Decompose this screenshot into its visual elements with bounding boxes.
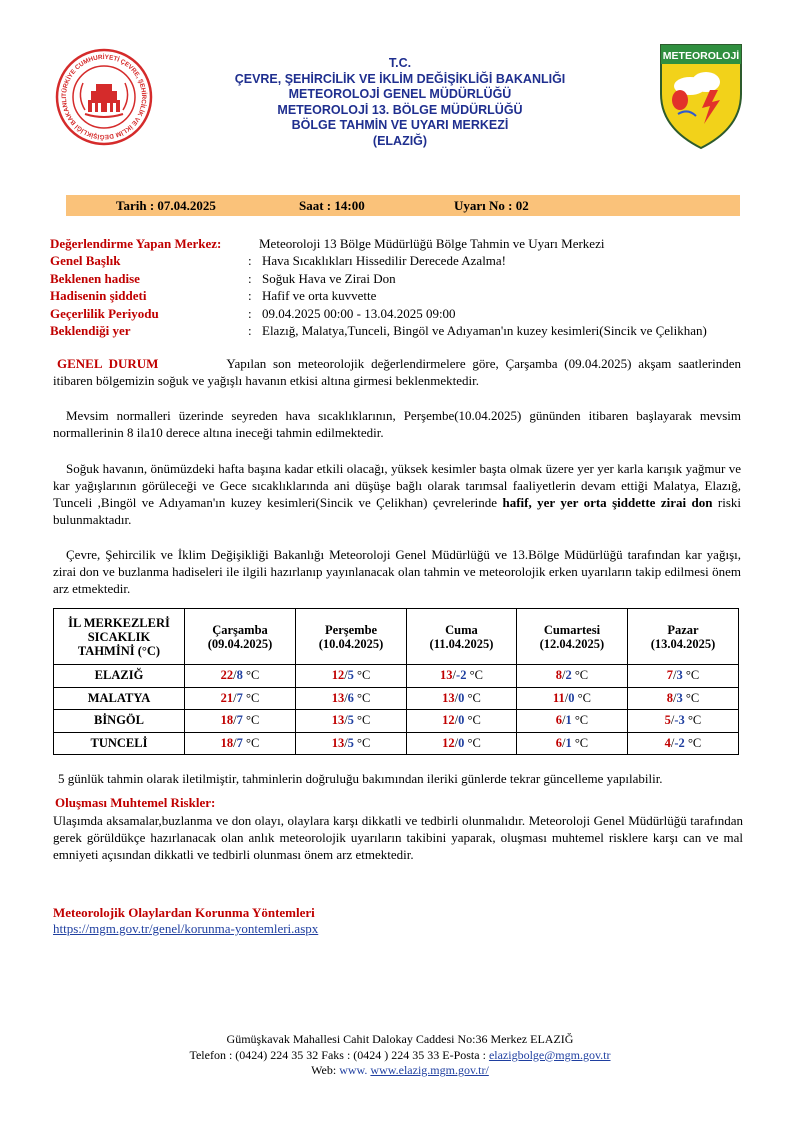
day-header: Perşembe (10.04.2025) [296, 609, 407, 665]
meta-label: Değerlendirme Yapan Merkez: [50, 236, 222, 251]
temp-unit: °C [242, 668, 260, 683]
day-header: Pazar (13.04.2025) [627, 609, 738, 665]
max-temp: 8 [555, 668, 562, 683]
temperature-cell: 22/8 °C [185, 665, 296, 688]
meta-value: Meteoroloji 13 Bölge Müdürlüğü Bölge Tahmin ve Uyarı Merkezi [259, 236, 605, 251]
corner-line: İL MERKEZLERİ [68, 615, 170, 630]
email-link[interactable]: elazigbolge@mgm.gov.tr [488, 1047, 611, 1062]
min-temp: 7 [236, 735, 243, 750]
temp-unit: °C [464, 690, 481, 705]
temp-unit: °C [242, 690, 260, 705]
header-line: (ELAZIĞ) [372, 133, 428, 148]
max-temp: 13 [331, 735, 345, 750]
day-header: Cumartesi (12.04.2025) [516, 609, 627, 665]
meta-value: 09.04.2025 00:00 - 13.04.2025 09:00 [262, 305, 456, 321]
header-line: BÖLGE TAHMİN VE UYARI MERKEZİ [291, 118, 509, 133]
paragraph-text: Ulaşımda aksamalar,buzlanma ve don olayı, olaylara karşı dikkatli ve tedbirli olunmalıdır. Meteoroloji Genel Müdürlüğü tarafından gerek görüldükçe hazırlanacak olan anlık meteorolojik uyarıların takibini yaparak, oluşması muhtemel risklere karşı can ve mal emniyeti açısından dikkatli ve tedbirli olunması önem arz etmektedir. [53, 813, 743, 862]
temperature-cell: 6/1 °C [516, 710, 627, 733]
meta-colon: : [248, 270, 252, 286]
meta-label: Beklenen hadise [50, 270, 140, 286]
table-corner [54, 609, 185, 665]
corner-line: TAHMİNİ (°C) [77, 643, 161, 658]
min-temp: 3 [676, 690, 683, 705]
temp-unit: °C [242, 735, 260, 750]
min-temp: 0 [458, 735, 465, 750]
risks-paragraph [53, 812, 743, 863]
temperature-cell: 18/7 °C [185, 732, 296, 755]
meta-label: Hadisenin şiddeti [50, 288, 147, 304]
meta-value: Hava Sıcaklıkları Hissedilir Derecede Azalma! [262, 253, 507, 269]
min-temp: 6 [347, 690, 354, 705]
temp-unit: °C [684, 735, 702, 750]
general-situation [53, 355, 741, 389]
corner-line: SICAKLIK [87, 629, 151, 644]
max-temp: 7 [666, 668, 673, 683]
min-temp: 8 [236, 668, 243, 683]
temp-unit: °C [574, 690, 591, 705]
table-header-row [54, 609, 739, 665]
temperature-cell: 12/0 °C [407, 732, 517, 755]
temp-unit: °C [571, 713, 589, 728]
info-bar [66, 195, 740, 216]
meta-colon: : [248, 288, 252, 304]
city-cell: BİNGÖL [54, 710, 185, 733]
paragraph [53, 407, 741, 441]
date-label: Tarih : 07.04.2025 [116, 198, 216, 213]
temperature-cell: 13/5 °C [296, 732, 407, 755]
day-header: Cuma (11.04.2025) [407, 609, 517, 665]
protection-heading: Meteorolojik Olaylardan Korunma Yöntemleri [53, 905, 315, 920]
footer-address: Gümüşkavak Mahallesi Cahit Dalokay Caddesi No:36 Merkez ELAZIĞ [226, 1032, 574, 1046]
header-line: METEOROLOJİ 13. BÖLGE MÜDÜRLÜĞÜ [277, 102, 523, 117]
svg-text:METEOROLOJİ: METEOROLOJİ [662, 50, 740, 62]
temp-unit: °C [682, 668, 700, 683]
paragraph-text: Yapılan son meteorolojik değerlendirmelere göre, Çarşamba (09.04.2025) akşam saatlerinden itibaren bölgemizin soğuk ve yağışlı havanın etkisi altına girmesi beklenmektedir. [53, 356, 741, 388]
temp-unit: °C [571, 735, 589, 750]
warning-number: Uyarı No : 02 [454, 198, 529, 213]
temperature-cell: 12/0 °C [407, 710, 517, 733]
day-header: Çarşamba (09.04.2025) [185, 609, 296, 665]
city-cell: ELAZIĞ [54, 665, 185, 688]
paragraph-bold: hafif, yer yer orta şiddette zirai don [502, 495, 713, 510]
svg-text:TÜRKİYE CUMHURİYETİ ÇEVRE, ŞEH: TÜRKİYE CUMHURİYETİ ÇEVRE, ŞEHİRCİLİK VE İKLİM DEĞİŞİKLİĞİ BAKANLI [60, 53, 148, 141]
temp-unit: °C [353, 690, 371, 705]
risks-heading: Oluşması Muhtemel Riskler: [55, 795, 216, 810]
meta-colon: : [248, 322, 252, 338]
city-cell: MALATYA [54, 687, 185, 710]
min-temp: -3 [674, 713, 685, 728]
temperature-cell: 18/7 °C [185, 710, 296, 733]
min-temp: 7 [236, 713, 243, 728]
temperature-cell: 13/-2 °C [407, 665, 517, 688]
paragraph-text: Soğuk havanın, önümüzdeki hafta başına kadar etkili olacağı, yüksek kesimler başta olmak üzere yer yer karla karışık yağmur ve kar yağışlarının görüleceği ve Gece sıcaklıklarında ani düşüşe bağlı olarak tarımsal faaliyetlerin devam ettiği Malatya, Elazığ, Tunceli ,Bingöl ve Adıyaman'ın kuzey kesimleri(Sincik ve Çelikhan) çevrelerinde [53, 461, 741, 510]
min-temp: 3 [676, 668, 683, 683]
max-temp: 11 [552, 690, 565, 705]
meta-colon: : [248, 305, 252, 321]
web-link[interactable]: www.elazig.mgm.gov.tr/ [370, 1063, 489, 1078]
meta-label: Beklendiği yer [50, 322, 131, 338]
footer [0, 1032, 800, 1079]
max-temp: 12 [442, 713, 455, 728]
temperature-cell: 6/1 °C [516, 732, 627, 755]
max-temp: 22 [220, 668, 234, 683]
temperature-cell: 13/5 °C [296, 710, 407, 733]
temp-unit: °C [464, 735, 481, 750]
temp-unit: °C [466, 668, 483, 683]
meta-label: Geçerlilik Periyodu [50, 305, 159, 321]
min-temp: 7 [236, 690, 243, 705]
table-row [54, 710, 739, 733]
table-row [54, 687, 739, 710]
temperature-cell: 12/5 °C [296, 665, 407, 688]
header-line: METEOROLOJİ GENEL MÜDÜRLÜĞÜ [288, 87, 512, 102]
max-temp: 13 [442, 690, 455, 705]
max-temp: 8 [666, 690, 673, 705]
max-temp: 4 [664, 735, 671, 750]
max-temp: 18 [220, 735, 234, 750]
temperature-cell: 8/2 °C [516, 665, 627, 688]
table-row [54, 732, 739, 755]
meta-value: Hafif ve orta kuvvette [262, 288, 377, 304]
time-label: Saat : 14:00 [299, 198, 365, 213]
temperature-cell: 8/3 °C [627, 687, 738, 710]
paragraph [53, 546, 741, 597]
temp-unit: °C [464, 713, 481, 728]
max-temp: 13 [331, 690, 345, 705]
header-line: T.C. [388, 56, 412, 70]
max-temp: 6 [555, 735, 562, 750]
temperature-cell: 7/3 °C [627, 665, 738, 688]
meteoroloji-logo [658, 42, 744, 150]
max-temp: 13 [440, 668, 453, 683]
max-temp: 5 [664, 713, 671, 728]
temp-unit: °C [353, 668, 371, 683]
city-cell: TUNCELİ [54, 732, 185, 755]
temp-unit: °C [684, 713, 702, 728]
paragraph-text: riski bulunmaktadır. [53, 495, 741, 527]
forecast-note: 5 günlük tahmin olarak iletilmiştir, tahminlerin doğruluğu bakımından ileriki günlerde tekrar güncelleme yapılabilir. [58, 771, 663, 786]
table-row [54, 665, 739, 688]
min-temp: -2 [674, 735, 685, 750]
max-temp: 6 [555, 713, 562, 728]
paragraph-text: Mevsim normalleri üzerinde seyreden hava sıcaklıklarının, Perşembe(10.04.2025) gününden itibaren başlayarak mevsim normallerinin 8 ila10 derece altına ineceği tahmin edilmektedir. [53, 408, 741, 440]
temp-unit: °C [242, 713, 260, 728]
max-temp: 12 [442, 735, 455, 750]
min-temp: 0 [458, 713, 465, 728]
general-heading: GENEL DURUM [57, 356, 159, 371]
paragraph [53, 460, 741, 528]
min-temp: 1 [565, 735, 572, 750]
temperature-cell: 11/0 °C [516, 687, 627, 710]
min-temp: 2 [565, 668, 572, 683]
temperature-cell: 4/-2 °C [627, 732, 738, 755]
paragraph-text: Çevre, Şehircilik ve İklim Değişikliği Bakanlığı Meteoroloji Genel Müdürlüğü ve 13.Bölge Müdürlüğü tarafından kar yağışı, zirai don ve buzlanma hadiseleri ile ilgili hazırlanıp yayınlanacak olan tahmin ve meteorolojik erken uyarıların takip edilmesi önem arz etmektedir. [53, 547, 741, 596]
meta-value: Soğuk Hava ve Zirai Don [262, 270, 396, 286]
min-temp: 0 [458, 690, 465, 705]
temperature-cell: 5/-3 °C [627, 710, 738, 733]
temp-unit: °C [353, 713, 371, 728]
footer-contact: Telefon : (0424) 224 35 32 Faks : (0424 ) 224 35 33 E-Posta : elazigbolge@mgm.gov.tr [189, 1047, 611, 1062]
temp-unit: °C [353, 735, 371, 750]
temperature-cell: 21/7 °C [185, 687, 296, 710]
min-temp: 5 [347, 668, 354, 683]
min-temp: 0 [568, 690, 575, 705]
min-temp: 1 [565, 713, 572, 728]
protection-link[interactable]: https://mgm.gov.tr/genel/korunma-yontemleri.aspx [53, 921, 319, 936]
footer-web: Web: www. www.elazig.mgm.gov.tr/ [311, 1063, 489, 1078]
max-temp: 12 [331, 668, 345, 683]
max-temp: 21 [220, 690, 234, 705]
temperature-cell: 13/0 °C [407, 687, 517, 710]
temperature-table [53, 608, 739, 755]
meta-value: Elazığ, Malatya,Tunceli, Bingöl ve Adıyaman'ın kuzey kesimleri(Sincik ve Çelikhan) [262, 322, 707, 338]
meta-label: Genel Başlık [50, 253, 121, 269]
max-temp: 13 [331, 713, 345, 728]
min-temp: -2 [456, 668, 467, 683]
temp-unit: °C [571, 668, 589, 683]
min-temp: 5 [347, 735, 354, 750]
min-temp: 5 [347, 713, 354, 728]
temp-unit: °C [682, 690, 700, 705]
max-temp: 18 [220, 713, 234, 728]
header-line: ÇEVRE, ŞEHİRCİLİK VE İKLİM DEĞİŞİKLİĞİ BAKANLIĞI [234, 71, 566, 86]
meta-colon: : [248, 253, 252, 269]
temperature-cell: 13/6 °C [296, 687, 407, 710]
